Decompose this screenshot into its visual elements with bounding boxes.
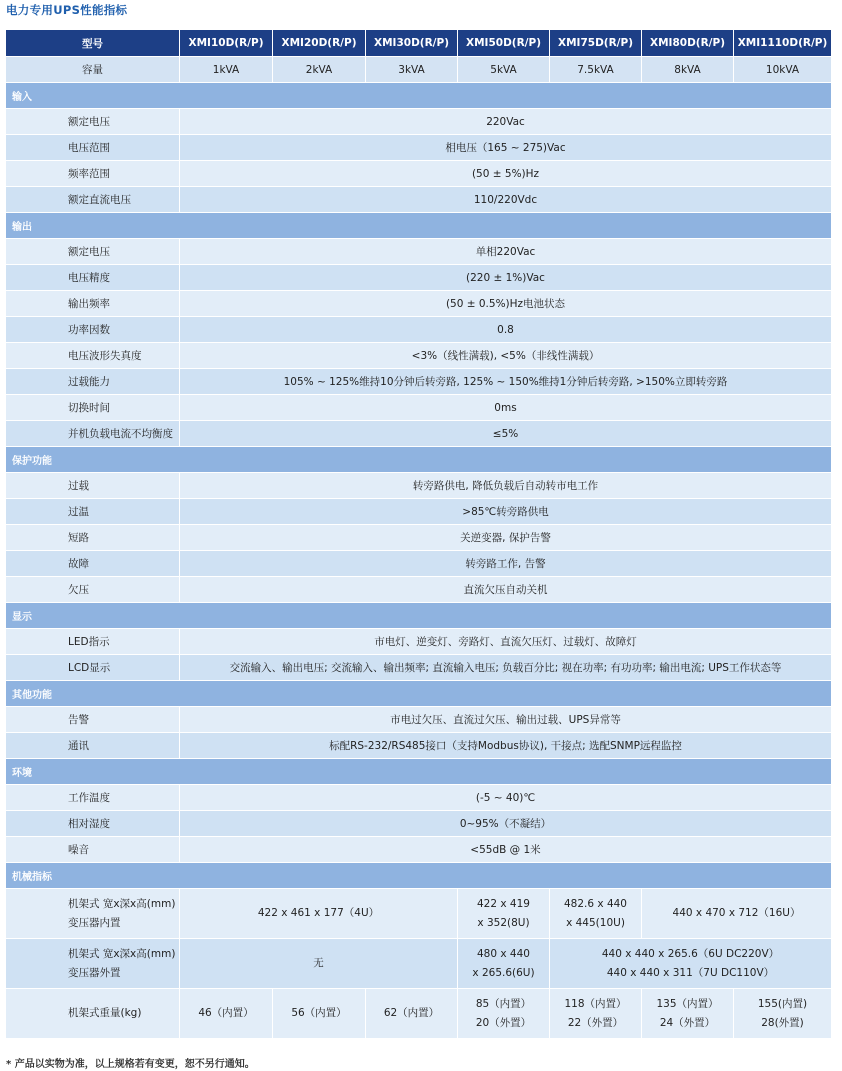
spec-label: 额定电压: [6, 109, 180, 135]
spec-table: [6, 30, 832, 1039]
model-header-row: [6, 30, 832, 57]
section-title: 机械指标: [6, 863, 832, 889]
footnote: * 产品以实物为准，以上规格若有变更，恕不另行通知。: [6, 1059, 255, 1070]
spec-label: 频率范围: [6, 161, 180, 187]
spec-label: 故障: [6, 551, 180, 577]
spec-value: [550, 989, 642, 1039]
section-title: 输出: [6, 213, 832, 239]
spec-label: 并机负载电流不均衡度: [6, 421, 180, 447]
capacity-value: 10kVA: [734, 57, 832, 83]
spec-value-line: 135（内置）: [656, 997, 719, 1010]
section-title: 输入: [6, 83, 832, 109]
spec-row: [6, 265, 832, 291]
spec-value: 422 x 461 x 177（4U）: [180, 889, 458, 939]
spec-value: 无: [180, 939, 458, 989]
spec-value: (50 ± 5%)Hz: [180, 161, 832, 187]
section-input: [6, 83, 832, 109]
spec-label: [6, 889, 180, 939]
spec-value: >85℃转旁路供电: [180, 499, 832, 525]
spec-value: 110/220Vdc: [180, 187, 832, 213]
spec-label: 通讯: [6, 733, 180, 759]
spec-label: 机架式重量(kg): [6, 989, 180, 1039]
spec-value: ≤5%: [180, 421, 832, 447]
spec-label-line: 机架式 宽x深x高(mm): [68, 947, 176, 960]
spec-label: 切换时间: [6, 395, 180, 421]
spec-value: <3%（线性满载), <5%（非线性满载）: [180, 343, 832, 369]
capacity-row: [6, 57, 832, 83]
spec-value: 关逆变器, 保护告警: [180, 525, 832, 551]
spec-row: [6, 421, 832, 447]
spec-value-line: 480 x 440: [477, 947, 530, 960]
spec-value: 440 x 470 x 712（16U）: [642, 889, 832, 939]
section-protection: [6, 447, 832, 473]
model-name: XMI50D(R/P): [458, 30, 550, 57]
spec-label: 额定直流电压: [6, 187, 180, 213]
capacity-label: 容量: [6, 57, 180, 83]
spec-label: 电压范围: [6, 135, 180, 161]
spec-label: 噪音: [6, 837, 180, 863]
spec-value-line: 28(外置): [761, 1016, 804, 1029]
spec-value: [642, 989, 734, 1039]
spec-value: (220 ± 1%)Vac: [180, 265, 832, 291]
spec-row: [6, 551, 832, 577]
spec-row: [6, 525, 832, 551]
spec-row: [6, 395, 832, 421]
spec-row: [6, 135, 832, 161]
section-output: [6, 213, 832, 239]
section-environment: [6, 759, 832, 785]
spec-value: 62（内置）: [366, 989, 458, 1039]
spec-row: [6, 837, 832, 863]
spec-value: 105% ~ 125%维持10分钟后转旁路, 125% ~ 150%维持1分钟后转旁路, >150%立即转旁路: [180, 369, 832, 395]
spec-value: 市电灯、逆变灯、旁路灯、直流欠压灯、过载灯、故障灯: [180, 629, 832, 655]
section-title: 保护功能: [6, 447, 832, 473]
spec-value-line: 482.6 x 440: [564, 897, 627, 910]
spec-value: [458, 939, 550, 989]
spec-value: [458, 889, 550, 939]
spec-row: [6, 939, 832, 989]
spec-label: 短路: [6, 525, 180, 551]
section-title: 显示: [6, 603, 832, 629]
spec-row: [6, 161, 832, 187]
spec-row: [6, 109, 832, 135]
spec-row: [6, 629, 832, 655]
spec-row: [6, 785, 832, 811]
spec-value: 46（内置）: [180, 989, 273, 1039]
spec-row: [6, 499, 832, 525]
capacity-value: 5kVA: [458, 57, 550, 83]
spec-value-line: 85（内置）: [475, 997, 532, 1010]
spec-value: 220Vac: [180, 109, 832, 135]
capacity-value: 2kVA: [273, 57, 366, 83]
spec-row: [6, 317, 832, 343]
spec-value-line: x 352(8U): [477, 916, 530, 929]
spec-label: 电压精度: [6, 265, 180, 291]
spec-row: [6, 473, 832, 499]
model-name: XMI10D(R/P): [180, 30, 273, 57]
spec-row: [6, 343, 832, 369]
spec-value-line: 422 x 419: [477, 897, 530, 910]
spec-label: LCD显示: [6, 655, 180, 681]
spec-label-line: 机架式 宽x深x高(mm): [68, 897, 176, 910]
section-title: 环境: [6, 759, 832, 785]
spec-row: [6, 989, 832, 1039]
capacity-value: 8kVA: [642, 57, 734, 83]
spec-label: 相对湿度: [6, 811, 180, 837]
spec-label: 输出频率: [6, 291, 180, 317]
spec-value-line: 22（外置）: [567, 1016, 624, 1029]
model-name: XMI30D(R/P): [366, 30, 458, 57]
spec-label: 告警: [6, 707, 180, 733]
spec-row: [6, 577, 832, 603]
spec-value-line: x 265.6(6U): [472, 966, 535, 979]
capacity-value: 7.5kVA: [550, 57, 642, 83]
spec-label: 工作温度: [6, 785, 180, 811]
spec-value: <55dB @ 1米: [180, 837, 832, 863]
spec-value: [458, 989, 550, 1039]
spec-value: 交流输入、输出电压; 交流输入、输出频率; 直流输入电压; 负载百分比; 视在功率; 有功功率; 输出电流; UPS工作状态等: [180, 655, 832, 681]
spec-value-line: 155(内置): [757, 997, 808, 1010]
document-title: 电力专用UPS性能指标: [6, 3, 128, 17]
spec-value-line: 24（外置）: [659, 1016, 716, 1029]
spec-value-line: 440 x 440 x 311（7U DC110V）: [606, 966, 775, 979]
spec-label: LED指示: [6, 629, 180, 655]
spec-row: [6, 239, 832, 265]
section-mechanical: [6, 863, 832, 889]
spec-label: 功率因数: [6, 317, 180, 343]
capacity-value: 3kVA: [366, 57, 458, 83]
section-other: [6, 681, 832, 707]
spec-value: 单相220Vac: [180, 239, 832, 265]
spec-row: [6, 707, 832, 733]
model-header-label: 型号: [6, 30, 180, 57]
spec-row: [6, 369, 832, 395]
spec-row: [6, 733, 832, 759]
spec-row: [6, 655, 832, 681]
spec-label: 过温: [6, 499, 180, 525]
spec-value: [550, 889, 642, 939]
spec-label-line: 变压器内置: [68, 916, 121, 929]
spec-row: [6, 291, 832, 317]
spec-label: [6, 939, 180, 989]
section-title: 其他功能: [6, 681, 832, 707]
spec-value: [550, 939, 832, 989]
spec-label: 额定电压: [6, 239, 180, 265]
spec-value: [734, 989, 832, 1039]
spec-label: 电压波形失真度: [6, 343, 180, 369]
spec-value-line: 20（外置）: [475, 1016, 532, 1029]
spec-value-line: 440 x 440 x 265.6（6U DC220V）: [601, 947, 780, 960]
spec-value: (-5 ~ 40)℃: [180, 785, 832, 811]
spec-label-line: 变压器外置: [68, 966, 121, 979]
spec-value: 转旁路供电, 降低负载后自动转市电工作: [180, 473, 832, 499]
spec-value: 相电压（165 ~ 275)Vac: [180, 135, 832, 161]
spec-value: 56（内置）: [273, 989, 366, 1039]
spec-row: [6, 889, 832, 939]
spec-row: [6, 187, 832, 213]
spec-value: 0~95%（不凝结）: [180, 811, 832, 837]
model-name: XMI20D(R/P): [273, 30, 366, 57]
spec-value: 转旁路工作, 告警: [180, 551, 832, 577]
spec-value: (50 ± 0.5%)Hz电池状态: [180, 291, 832, 317]
spec-value: 市电过欠压、直流过欠压、输出过载、UPS异常等: [180, 707, 832, 733]
spec-value: 0.8: [180, 317, 832, 343]
model-name: XMI80D(R/P): [642, 30, 734, 57]
spec-label: 欠压: [6, 577, 180, 603]
model-name: XMI1110D(R/P): [734, 30, 832, 57]
spec-value-line: x 445(10U): [566, 916, 625, 929]
spec-value: 标配RS-232/RS485接口（支持Modbus协议), 干接点; 选配SNMP远程监控: [180, 733, 832, 759]
capacity-value: 1kVA: [180, 57, 273, 83]
spec-value: 0ms: [180, 395, 832, 421]
section-display: [6, 603, 832, 629]
spec-label: 过载: [6, 473, 180, 499]
spec-label: 过载能力: [6, 369, 180, 395]
spec-value: 直流欠压自动关机: [180, 577, 832, 603]
model-name: XMI75D(R/P): [550, 30, 642, 57]
spec-row: [6, 811, 832, 837]
spec-value-line: 118（内置）: [564, 997, 627, 1010]
